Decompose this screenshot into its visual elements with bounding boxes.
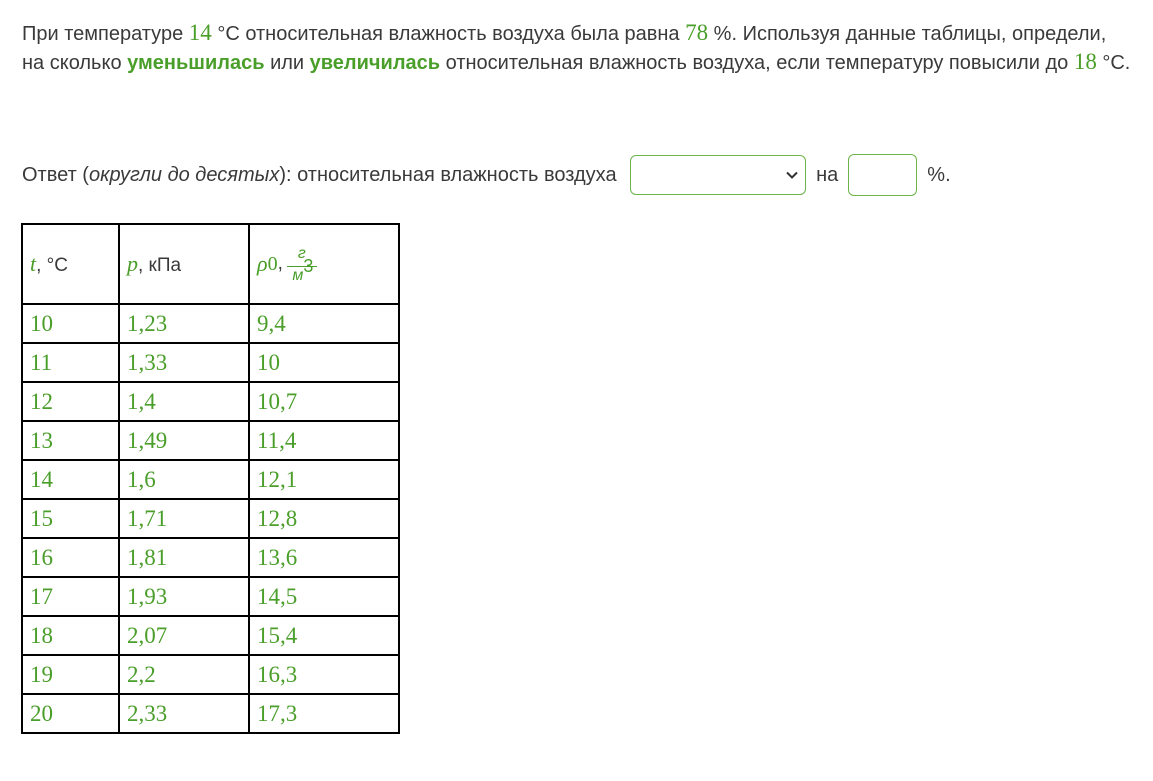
table-row (22, 460, 399, 499)
cell-pressure: 1,93 (119, 577, 249, 616)
cell-density: 10 (249, 343, 399, 382)
table-row (22, 577, 399, 616)
table-row (22, 343, 399, 382)
cell-density: 12,8 (249, 499, 399, 538)
final-temperature: 18 (1073, 49, 1097, 74)
initial-humidity: 78 (685, 20, 709, 45)
cell-temperature: 10 (22, 304, 119, 343)
answer-between: на (816, 163, 839, 186)
change-direction-select[interactable] (630, 155, 806, 195)
cell-temperature: 13 (22, 421, 119, 460)
problem-text: °C. (1096, 52, 1131, 74)
problem-text: или (264, 52, 310, 74)
table-row (22, 421, 399, 460)
cell-density: 13,6 (249, 538, 399, 577)
cell-pressure: 1,33 (119, 343, 249, 382)
answer-text: ): относительная влажность воздуха (279, 163, 623, 186)
cell-density: 16,3 (249, 655, 399, 694)
answer-row (22, 154, 951, 196)
density-unit-fraction: г м 3 (287, 244, 317, 285)
header-pressure: p, кПа (119, 224, 249, 304)
cell-pressure: 1,81 (119, 538, 249, 577)
problem-text: При температуре (22, 23, 189, 45)
cell-temperature: 16 (22, 538, 119, 577)
cell-density: 11,4 (249, 421, 399, 460)
table-header-row (22, 224, 399, 304)
cell-pressure: 2,33 (119, 694, 249, 733)
initial-temperature: 14 (188, 20, 212, 45)
cell-pressure: 1,71 (119, 499, 249, 538)
cell-density: 12,1 (249, 460, 399, 499)
chevron-down-icon (785, 168, 799, 182)
table-row (22, 616, 399, 655)
answer-suffix: %. (927, 163, 951, 186)
saturation-table (21, 223, 400, 734)
table-row (22, 538, 399, 577)
header-density: ρ 0 , г м 3 (249, 224, 399, 304)
problem-statement (22, 19, 1132, 77)
cell-density: 15,4 (249, 616, 399, 655)
cell-density: 17,3 (249, 694, 399, 733)
cell-temperature: 20 (22, 694, 119, 733)
cell-temperature: 18 (22, 616, 119, 655)
cell-pressure: 1,4 (119, 382, 249, 421)
cell-temperature: 17 (22, 577, 119, 616)
cell-density: 10,7 (249, 382, 399, 421)
cell-pressure: 1,23 (119, 304, 249, 343)
table-row (22, 655, 399, 694)
answer-prefix: Ответ ( (22, 163, 89, 186)
change-amount-input[interactable] (848, 154, 917, 196)
table-row (22, 304, 399, 343)
problem-text: °C относительная влажность воздуха была равна (211, 23, 686, 45)
cell-temperature: 14 (22, 460, 119, 499)
cell-temperature: 11 (22, 343, 119, 382)
problem-text: %. Используя данные таблицы, определи, на сколько (22, 23, 1107, 74)
cell-pressure: 1,49 (119, 421, 249, 460)
keyword-increased: увеличилась (309, 52, 441, 74)
cell-temperature: 19 (22, 655, 119, 694)
cell-pressure: 1,6 (119, 460, 249, 499)
table-row (22, 382, 399, 421)
keyword-decreased: уменьшилась (127, 52, 265, 74)
table-row (22, 694, 399, 733)
cell-pressure: 2,2 (119, 655, 249, 694)
cell-temperature: 15 (22, 499, 119, 538)
cell-pressure: 2,07 (119, 616, 249, 655)
cell-density: 9,4 (249, 304, 399, 343)
answer-hint: округли до десятых (88, 163, 280, 186)
table-row (22, 499, 399, 538)
problem-text: относительная влажность воздуха, если температуру повысили до (440, 52, 1074, 74)
header-temperature: t, °C (22, 224, 119, 304)
cell-temperature: 12 (22, 382, 119, 421)
cell-density: 14,5 (249, 577, 399, 616)
